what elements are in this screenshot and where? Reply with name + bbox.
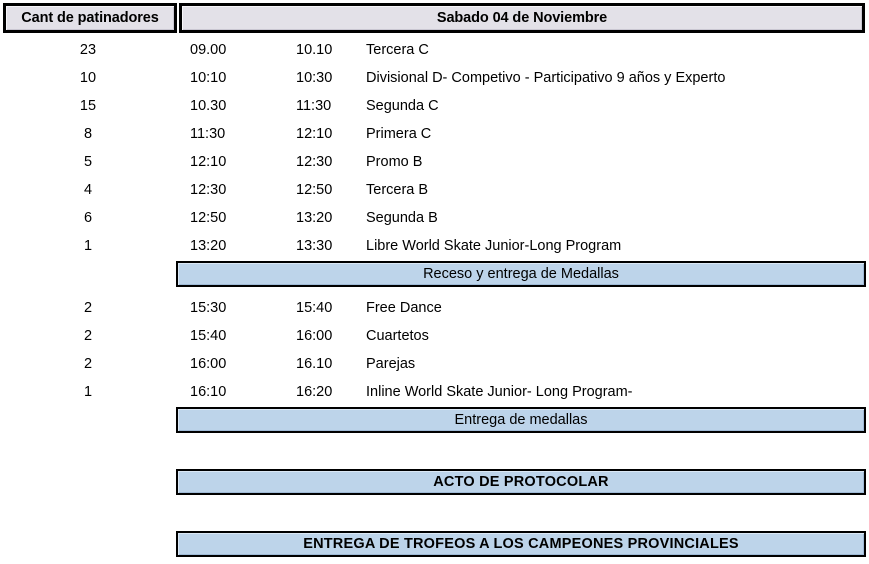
header-cell-date <box>179 3 865 33</box>
table-header-row <box>3 3 865 33</box>
row-spacer <box>0 440 869 468</box>
cell-skater-count: 2 <box>83 328 93 344</box>
cell-skater-count: 8 <box>83 126 93 142</box>
table-row <box>0 322 869 350</box>
cell-end-time: 12:50 <box>296 182 333 198</box>
cell-start-time: 15:30 <box>190 300 227 316</box>
banner-row <box>0 260 869 288</box>
cell-skater-count: 6 <box>83 210 93 226</box>
row-spacer <box>0 502 869 530</box>
cell-event-name: Primera C <box>366 126 432 142</box>
cell-end-time: 16.10 <box>296 356 333 372</box>
cell-skater-count: 1 <box>83 238 93 254</box>
banner-note: Entrega de medallas <box>176 407 866 433</box>
cell-end-time: 10:30 <box>296 70 333 86</box>
cell-event-name: Tercera C <box>366 42 429 58</box>
table-row <box>0 92 869 120</box>
banner-row <box>0 406 869 434</box>
cell-end-time: 15:40 <box>296 300 333 316</box>
cell-skater-count: 2 <box>83 300 93 316</box>
cell-skater-count: 2 <box>83 356 93 372</box>
table-row <box>0 176 869 204</box>
table-row <box>0 204 869 232</box>
cell-end-time: 16:00 <box>296 328 333 344</box>
table-row <box>0 36 869 64</box>
cell-event-name: Free Dance <box>366 300 442 316</box>
header-label-date: Sabado 04 de Noviembre <box>436 10 608 26</box>
table-row <box>0 232 869 260</box>
cell-start-time: 15:40 <box>190 328 227 344</box>
cell-end-time: 13:20 <box>296 210 333 226</box>
header-label-skater-count: Cant de patinadores <box>21 10 159 26</box>
cell-start-time: 12:30 <box>190 182 227 198</box>
cell-start-time: 16:10 <box>190 384 227 400</box>
cell-start-time: 10:10 <box>190 70 227 86</box>
cell-event-name: Divisional D- Competivo - Participativo 9 años y Experto <box>366 70 726 86</box>
header-cell-skater-count <box>3 3 177 33</box>
cell-skater-count: 1 <box>83 384 93 400</box>
cell-skater-count: 15 <box>79 98 97 114</box>
cell-end-time: 12:10 <box>296 126 333 142</box>
table-row <box>0 378 869 406</box>
cell-event-name: Libre World Skate Junior-Long Program <box>366 238 622 254</box>
cell-event-name: Cuartetos <box>366 328 429 344</box>
cell-skater-count: 10 <box>79 70 97 86</box>
cell-start-time: 12:50 <box>190 210 227 226</box>
table-row <box>0 148 869 176</box>
cell-end-time: 11:30 <box>296 98 332 114</box>
table-row <box>0 294 869 322</box>
cell-skater-count: 4 <box>83 182 93 198</box>
schedule-rows <box>0 36 869 564</box>
cell-event-name: Inline World Skate Junior- Long Program- <box>366 384 633 400</box>
cell-event-name: Segunda B <box>366 210 438 226</box>
cell-start-time: 12:10 <box>190 154 227 170</box>
cell-end-time: 12:30 <box>296 154 333 170</box>
banner-row <box>0 468 869 496</box>
banner-note: Receso y entrega de Medallas <box>176 261 866 287</box>
cell-start-time: 11:30 <box>190 126 226 142</box>
cell-start-time: 09.00 <box>190 42 227 58</box>
banner-row <box>0 530 869 558</box>
cell-end-time: 10.10 <box>296 42 333 58</box>
table-row <box>0 64 869 92</box>
cell-skater-count: 5 <box>83 154 93 170</box>
cell-event-name: Parejas <box>366 356 416 372</box>
cell-event-name: Segunda C <box>366 98 439 114</box>
banner-emphasis: ENTREGA DE TROFEOS A LOS CAMPEONES PROVINCIALES <box>176 531 866 557</box>
cell-skater-count: 23 <box>79 42 97 58</box>
cell-event-name: Promo B <box>366 154 423 170</box>
banner-emphasis: ACTO DE PROTOCOLAR <box>176 469 866 495</box>
table-row <box>0 350 869 378</box>
cell-end-time: 13:30 <box>296 238 333 254</box>
row-spacer <box>0 558 869 564</box>
cell-event-name: Tercera B <box>366 182 429 198</box>
table-row <box>0 120 869 148</box>
cell-end-time: 16:20 <box>296 384 333 400</box>
cell-start-time: 13:20 <box>190 238 227 254</box>
cell-start-time: 10.30 <box>190 98 227 114</box>
cell-start-time: 16:00 <box>190 356 227 372</box>
